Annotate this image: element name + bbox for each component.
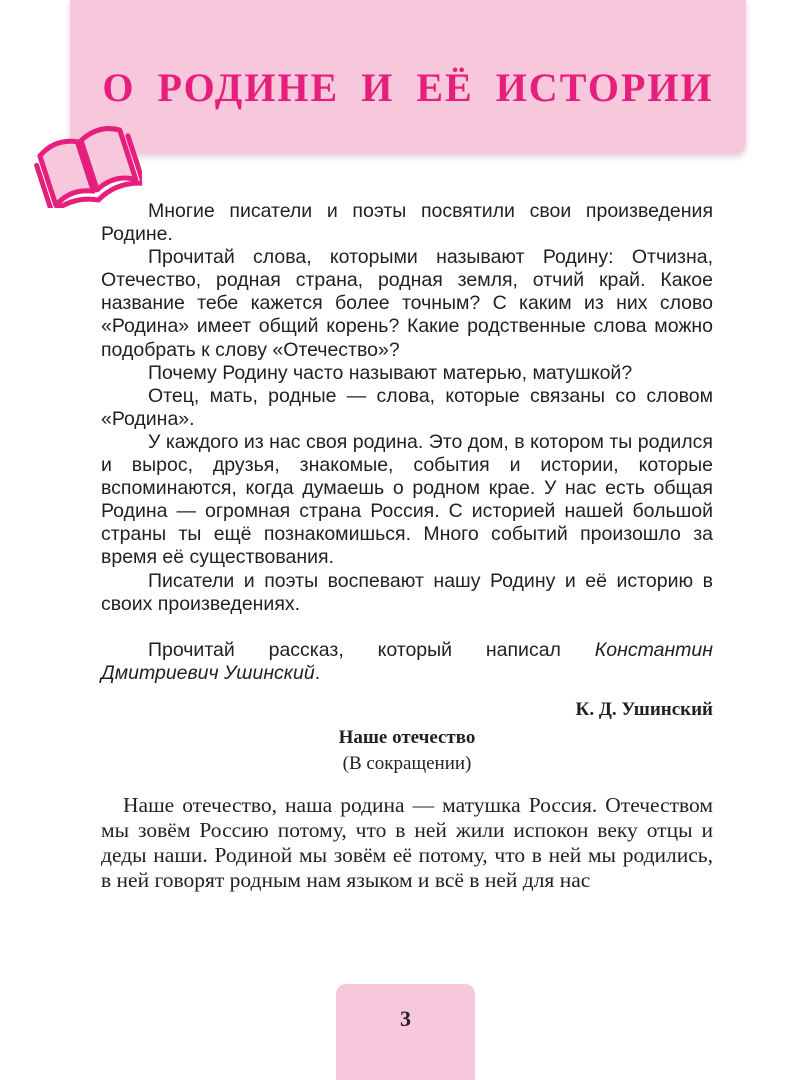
story-title: Наше отечество: [338, 726, 476, 748]
intro-paragraph: У каждого из нас своя родина. Это дом, в котором ты родился и вырос, друзья, знакомые, события и истории, которые вспоминаются, когда думаешь о родном крае. У нас есть общая Родина — огромная страна Россия. С историей нашей большой страны ты ещё познакомишься. Много событий произошло за время её существования.: [101, 430, 713, 569]
reading-task-tail: .: [314, 661, 321, 684]
author-full-name: Константин Дмитриевич Ушинский: [101, 638, 713, 684]
chapter-title: О РОДИНЕ И ЕЁ ИСТОРИИ: [102, 65, 714, 110]
intro-paragraph: Прочитай слова, которыми называют Родину: Отчизна, Отечество, родная страна, родная земля, отчий край. Какое название тебе кажется более точным? С каким из них слово «Родина» имеет общий корень? Какие родственные слова можно подобрать к слову «Отечество»?: [101, 246, 713, 361]
page-number-tab: [336, 984, 475, 1080]
chapter-header: [70, 0, 746, 153]
reading-task: [101, 639, 713, 685]
intro-paragraph: Отец, мать, родные — слова, которые связаны со словом «Родина».: [101, 384, 713, 430]
page-content: [101, 200, 713, 893]
story-author: К. Д. Ушинский: [575, 698, 713, 720]
intro-paragraph: Многие писатели и поэты посвятили свои произведения Родине.: [101, 200, 713, 246]
intro-paragraph: Почему Родину часто называют матерью, матушкой?: [148, 361, 633, 384]
open-book-icon: [30, 112, 142, 208]
story-text: Наше отечество, наша родина — матушка Россия. Отечеством мы зовём Россию потому, что в ней жили испокон веку отцы и деды наши. Родиной мы зовём её потому, что в ней мы родились, в ней говорят родным нам языком и всё в ней для нас: [101, 792, 713, 892]
intro-paragraph: Писатели и поэты воспевают нашу Родину и её историю в своих произведениях.: [101, 569, 713, 615]
page-number: 3: [400, 1006, 411, 1031]
reading-task-lead: Прочитай рассказ, который написал: [148, 638, 595, 661]
story-subtitle: (В сокращении): [342, 752, 472, 774]
